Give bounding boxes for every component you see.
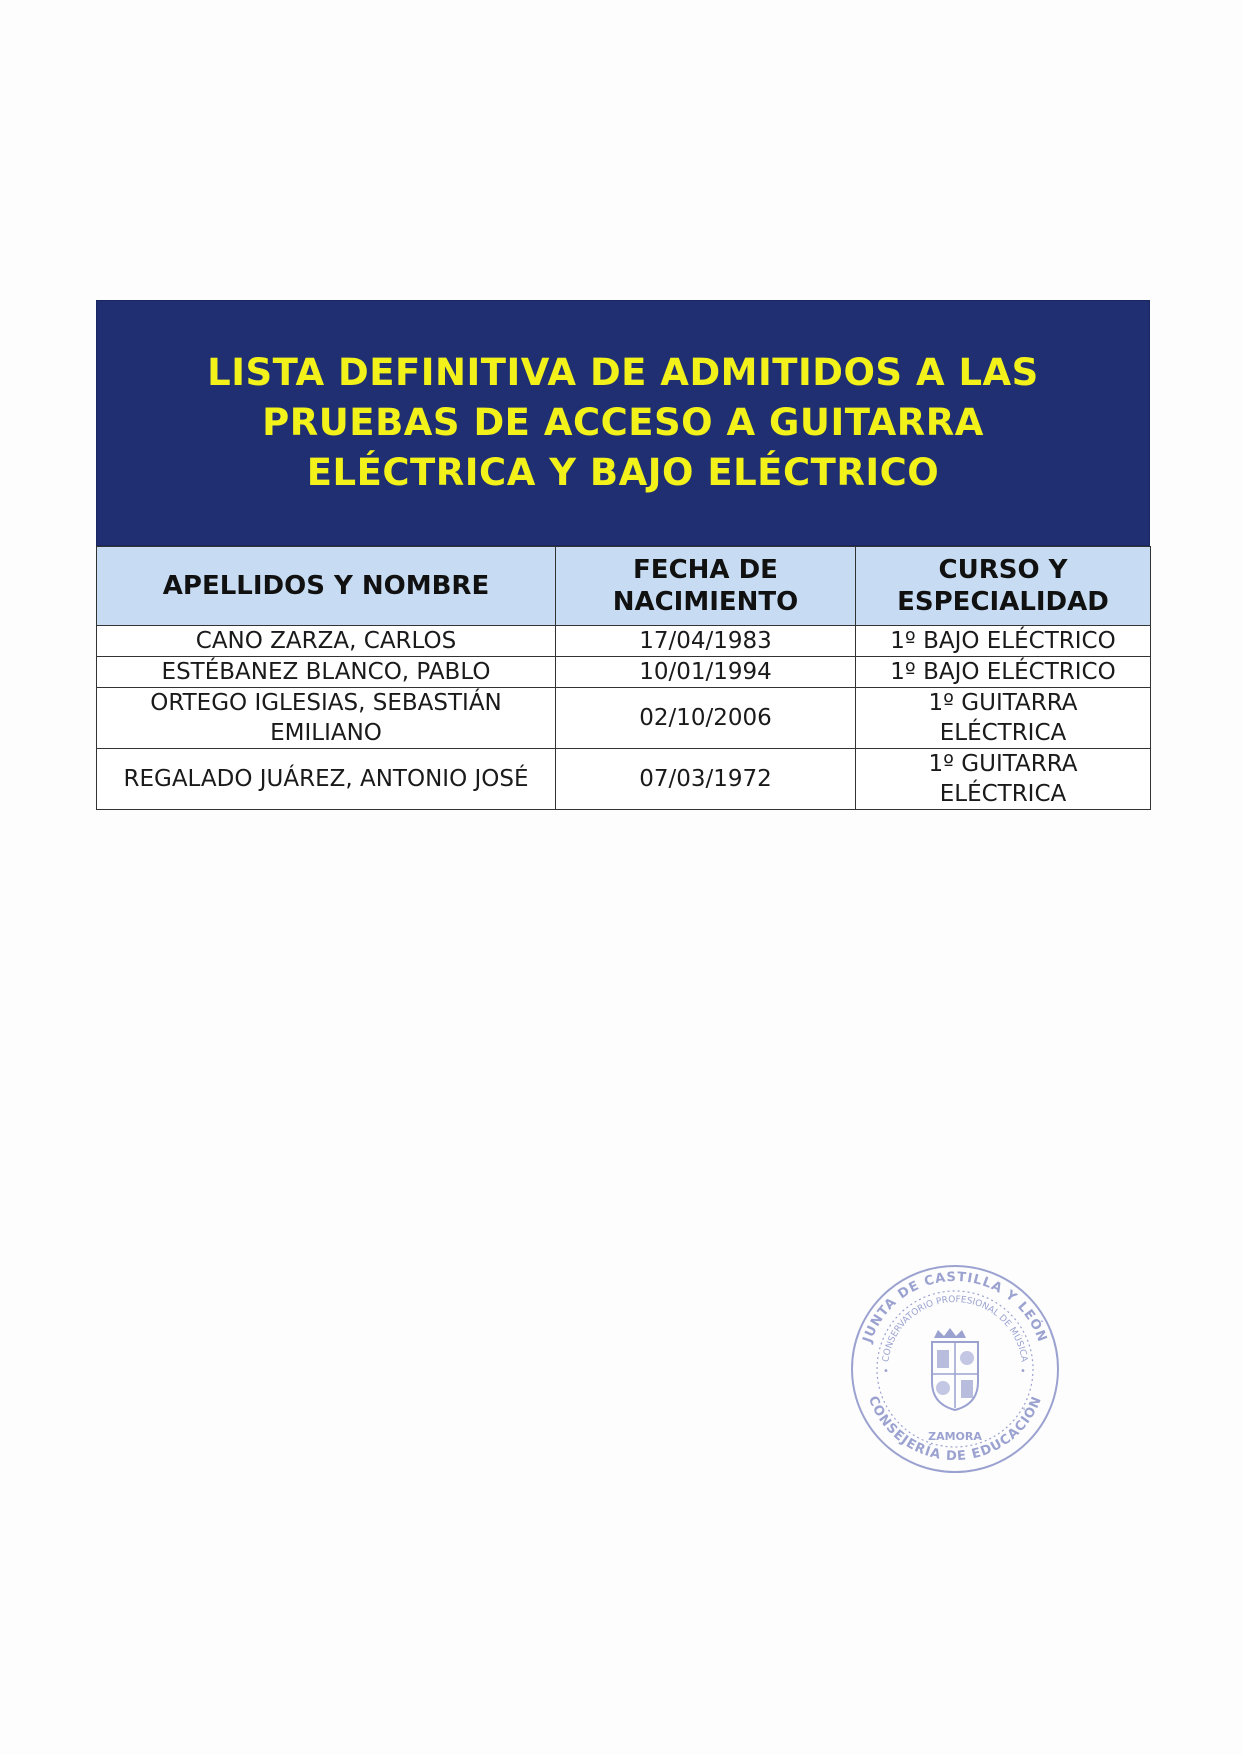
cell-name: CANO ZARZA, CARLOS [97, 626, 556, 657]
cell-name: ESTÉBANEZ BLANCO, PABLO [97, 657, 556, 688]
header-name: APELLIDOS Y NOMBRE [97, 547, 556, 626]
svg-text:•: • [883, 1366, 889, 1377]
cell-name: REGALADO JUÁREZ, ANTONIO JOSÉ [97, 749, 556, 810]
official-seal-stamp [848, 1262, 1062, 1476]
seal-inner-text: CONSERVATORIO PROFESIONAL DE MÚSICA [881, 1294, 1029, 1363]
cell-name: ORTEGO IGLESIAS, SEBASTIÁN EMILIANO [97, 688, 556, 749]
table-row [97, 688, 1151, 749]
cell-course: 1º GUITARRA ELÉCTRICA [856, 688, 1151, 749]
svg-text:•: • [1020, 1366, 1026, 1377]
cell-birth-date: 10/01/1994 [556, 657, 856, 688]
cell-course: 1º BAJO ELÉCTRICO [856, 657, 1151, 688]
admissions-table [96, 546, 1151, 810]
seal-city: ZAMORA [928, 1430, 982, 1443]
table-header-row [97, 547, 1151, 626]
table-row [97, 626, 1151, 657]
seal-outer-text: JUNTA DE CASTILLA Y LEÓN [860, 1269, 1050, 1345]
svg-text:CONSEJERÍA DE EDUCACIÓN: CONSEJERÍA DE EDUCACIÓN [864, 1393, 1046, 1465]
cell-course: 1º GUITARRA ELÉCTRICA [856, 749, 1151, 810]
cell-course: 1º BAJO ELÉCTRICO [856, 626, 1151, 657]
header-course: CURSO Y ESPECIALIDAD [856, 547, 1151, 626]
header-birth-date: FECHA DE NACIMIENTO [556, 547, 856, 626]
title-banner [96, 300, 1150, 546]
admissions-list [96, 300, 1150, 810]
document-title: LISTA DEFINITIVA DE ADMITIDOS A LAS PRUEBAS DE ACCESO A GUITARRA ELÉCTRICA Y BAJO ELÉCTRICO [207, 351, 1039, 494]
table-row [97, 749, 1151, 810]
cell-birth-date: 17/04/1983 [556, 626, 856, 657]
cell-birth-date: 07/03/1972 [556, 749, 856, 810]
cell-birth-date: 02/10/2006 [556, 688, 856, 749]
table-row [97, 657, 1151, 688]
